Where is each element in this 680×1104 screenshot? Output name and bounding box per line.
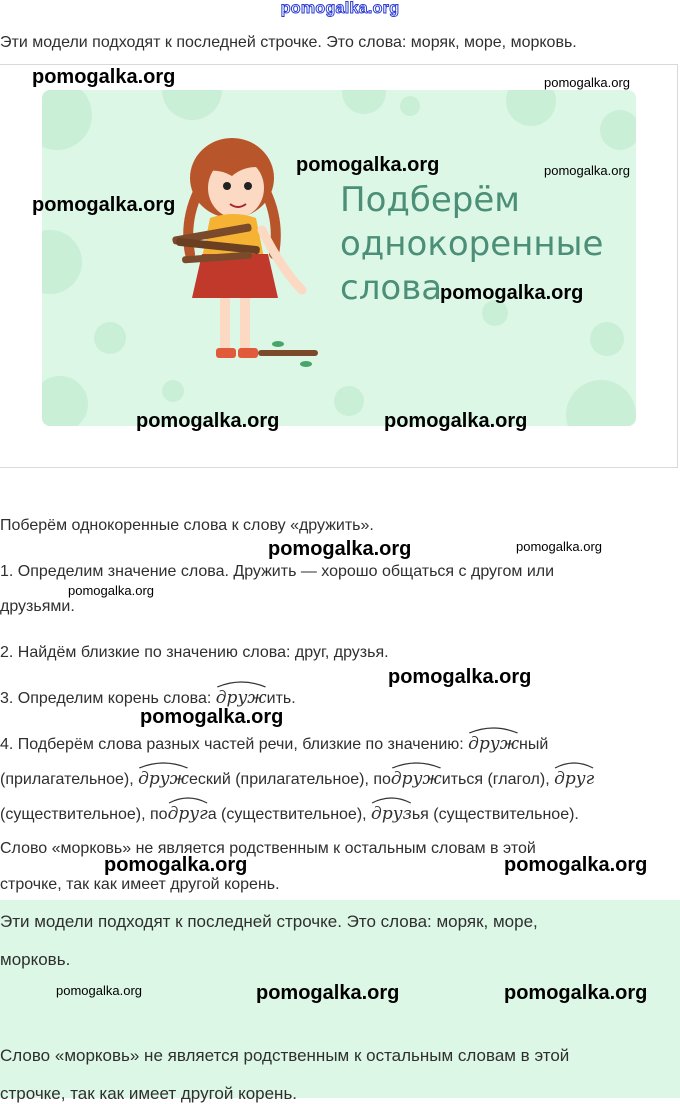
answer-line: морковь. — [0, 950, 71, 969]
step-4-prefix: 4. Подберём слова разных частей речи, близкие по значению: — [0, 736, 469, 753]
watermark-text: pomogalka.org — [268, 538, 412, 560]
step-1-line-cont: друзьями. — [0, 598, 75, 615]
root-marked-word — [216, 688, 267, 708]
root-marked-word — [391, 769, 442, 789]
text-fragment: а (существительное), — [207, 806, 372, 823]
root-arc-icon — [168, 796, 208, 804]
text-fragment: (прилагательное), — [0, 771, 139, 788]
watermark-text: pomogalka.org — [140, 706, 284, 728]
root-marked-word — [168, 804, 208, 824]
conclusion-line-cont: строчке, так как имеет другой корень. — [0, 876, 280, 893]
root-arc-icon — [371, 796, 412, 804]
task-line: Поберём однокоренные слова к слову «дружить». — [0, 517, 374, 534]
root-marked-word — [138, 769, 189, 789]
root-text: друж — [468, 734, 520, 754]
watermark-text: pomogalka.org — [516, 539, 602, 554]
watermark-text: pomogalka.org — [504, 854, 648, 876]
root-marked-word — [468, 734, 519, 754]
root-arc-icon — [391, 761, 442, 769]
root-text: друг — [167, 804, 208, 824]
watermark-text: pomogalka.org — [440, 282, 584, 304]
root-text: друж — [390, 769, 442, 789]
text-fragment: ья (существительное). — [411, 806, 579, 823]
answer-line: Эти модели подходят к последней строчке. Это слова: моряк, море, — [0, 912, 538, 931]
answer-line: строчке, так как имеет другой корень. — [0, 1084, 298, 1103]
watermark-text: pomogalka.org — [68, 583, 154, 598]
answer-line: Слово «морковь» не является родственным к остальным словам в этой — [0, 1046, 570, 1065]
root-arc-icon — [138, 761, 189, 769]
banner-title-line: однокоренные — [340, 224, 604, 264]
root-arc-icon — [554, 761, 594, 769]
text-fragment: иться (глагол), — [441, 771, 555, 788]
root-text: друг — [554, 769, 595, 789]
text-fragment: еский (прилагательное), по — [188, 771, 391, 788]
intro-text: Эти модели подходят к последней строчке. Это слова: моряк, море, морковь. — [0, 34, 577, 51]
watermark-text: pomogalka.org — [296, 154, 440, 176]
root-arc-icon — [216, 680, 267, 688]
watermark-text: pomogalka.org — [388, 666, 532, 688]
step-4-line-cont — [0, 769, 594, 789]
banner-title-line: слова — [340, 268, 443, 308]
step-4-line-cont — [0, 804, 579, 824]
watermark-text: pomogalka.org — [504, 982, 648, 1004]
step-3-prefix: 3. Определим корень слова: — [0, 690, 216, 707]
step-3-suffix: ить. — [266, 690, 296, 707]
watermark-text: pomogalka.org — [384, 410, 528, 432]
root-text: друз — [371, 804, 412, 824]
word-ending: ный — [519, 736, 549, 753]
site-watermark-header: pomogalka.org — [280, 0, 400, 17]
conclusion-line: Слово «морковь» не является родственным к остальным словам в этой — [0, 840, 536, 857]
root-text: друж — [138, 769, 189, 789]
watermark-text: pomogalka.org — [32, 66, 176, 88]
root-marked-word — [371, 804, 412, 824]
root-arc-icon — [468, 726, 519, 734]
lesson-banner — [42, 90, 636, 426]
watermark-text: pomogalka.org — [544, 163, 630, 178]
fallen-stick-illustration — [256, 338, 326, 368]
text-fragment: (существительное), по — [0, 806, 168, 823]
watermark-text: pomogalka.org — [56, 983, 142, 998]
step-4-line — [0, 734, 548, 754]
watermark-text: pomogalka.org — [136, 410, 280, 432]
step-1-line: 1. Определим значение слова. Дружить — хорошо общаться с другом или — [0, 563, 555, 580]
root-text: друж — [215, 688, 267, 708]
step-2-line: 2. Найдём близкие по значению слова: друг, друзья. — [0, 644, 389, 661]
watermark-text: pomogalka.org — [104, 854, 248, 876]
step-3-line — [0, 688, 296, 708]
watermark-text: pomogalka.org — [544, 75, 630, 90]
watermark-text: pomogalka.org — [32, 194, 176, 216]
banner-title-line: Подберём — [340, 180, 520, 220]
watermark-text: pomogalka.org — [256, 982, 400, 1004]
root-marked-word — [554, 769, 594, 789]
